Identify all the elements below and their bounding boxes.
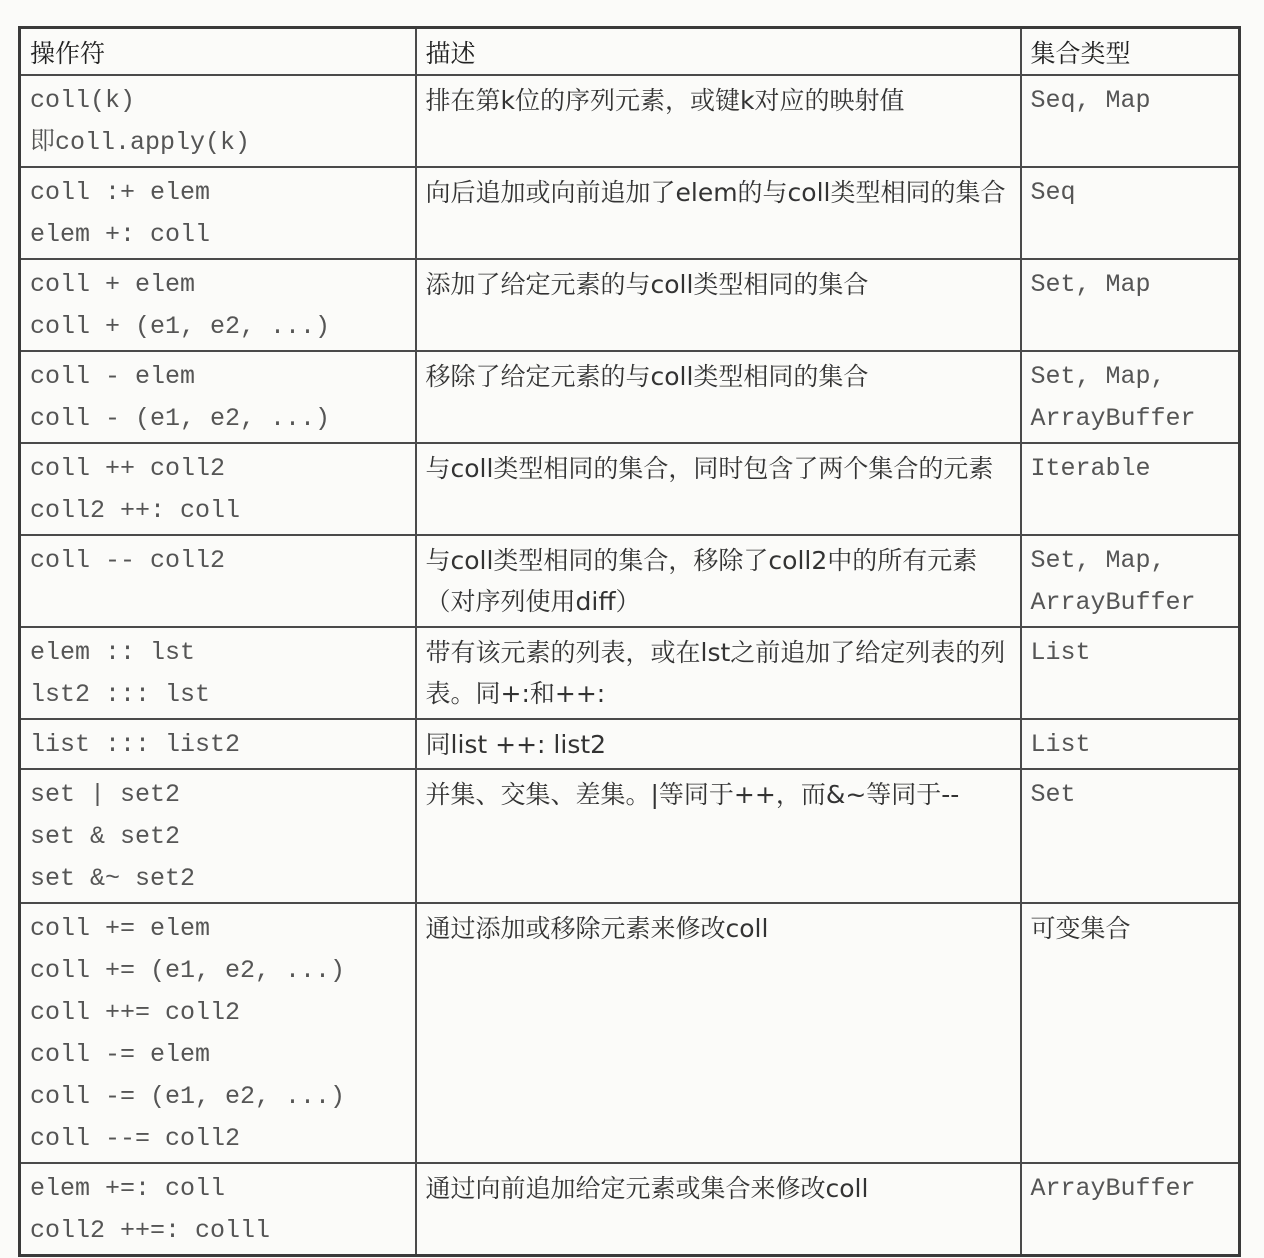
collection-type-text: Iterable bbox=[1030, 454, 1151, 483]
operator-cell bbox=[20, 167, 416, 259]
collection-type-text: Seq, Map bbox=[1030, 86, 1151, 115]
operator-cell bbox=[20, 351, 416, 443]
description-text: 同list ++: list2 bbox=[425, 730, 607, 759]
collection-type-text: 可变集合 bbox=[1030, 914, 1131, 943]
operator-text: elem +=: coll bbox=[30, 1174, 226, 1203]
description-cell bbox=[416, 719, 1021, 769]
description-cell bbox=[416, 75, 1021, 167]
collection-type-cell bbox=[1021, 719, 1240, 769]
operator-text: coll -= (e1, e2, ...) bbox=[30, 1082, 346, 1111]
operator-text: elem :: lst bbox=[30, 638, 196, 667]
operator-text: coll ++ coll2 bbox=[30, 454, 226, 483]
operator-text: coll --= coll2 bbox=[30, 1124, 241, 1153]
table-row bbox=[20, 75, 1240, 167]
description-cell bbox=[416, 903, 1021, 1163]
table-row bbox=[20, 903, 1240, 1163]
operator-text: coll -= elem bbox=[30, 1040, 211, 1069]
operator-text: set | set2 bbox=[30, 780, 181, 809]
operator-cell bbox=[20, 75, 416, 167]
description-text: 向后追加或向前追加了elem的与coll类型相同的集合 bbox=[425, 178, 1006, 207]
collection-type-cell bbox=[1021, 769, 1240, 903]
collection-type-cell bbox=[1021, 535, 1240, 627]
collection-type-cell bbox=[1021, 75, 1240, 167]
header-collection-type: 集合类型 bbox=[1021, 28, 1240, 76]
operator-cell bbox=[20, 627, 416, 719]
operator-text: coll -- coll2 bbox=[30, 546, 226, 575]
table-row bbox=[20, 167, 1240, 259]
collection-type-cell bbox=[1021, 903, 1240, 1163]
description-cell bbox=[416, 627, 1021, 719]
operator-cell bbox=[20, 903, 416, 1163]
description-text: 并集、交集、差集。|等同于++，而&~等同于-- bbox=[425, 780, 960, 809]
operator-text: 即coll.apply(k) bbox=[30, 128, 251, 157]
header-row bbox=[20, 28, 1240, 76]
operator-cell bbox=[20, 719, 416, 769]
operator-cell bbox=[20, 443, 416, 535]
operator-text: coll + elem bbox=[30, 270, 196, 299]
operator-text: set & set2 bbox=[30, 822, 181, 851]
description-cell bbox=[416, 351, 1021, 443]
description-text: 添加了给定元素的与coll类型相同的集合 bbox=[425, 270, 869, 299]
operator-text: lst2 ::: lst bbox=[30, 680, 211, 709]
description-text: 带有该元素的列表，或在lst之前追加了给定列表的列表。同+:和++: bbox=[425, 638, 1006, 708]
collection-type-text: ArrayBuffer bbox=[1030, 588, 1196, 617]
operator-cell bbox=[20, 259, 416, 351]
header-operator: 操作符 bbox=[20, 28, 416, 76]
collection-type-text: List bbox=[1030, 730, 1091, 759]
collection-type-text: ArrayBuffer bbox=[1030, 1174, 1196, 1203]
collection-type-cell bbox=[1021, 627, 1240, 719]
collection-type-text: List bbox=[1030, 638, 1091, 667]
description-text: 通过添加或移除元素来修改coll bbox=[425, 914, 769, 943]
table-row bbox=[20, 351, 1240, 443]
description-cell bbox=[416, 443, 1021, 535]
operator-text: coll2 ++: coll bbox=[30, 496, 241, 525]
collection-type-text: Set, Map, bbox=[1030, 546, 1166, 575]
table-row bbox=[20, 769, 1240, 903]
collection-type-cell bbox=[1021, 167, 1240, 259]
operator-cell bbox=[20, 769, 416, 903]
operator-cell bbox=[20, 1163, 416, 1256]
table-row bbox=[20, 259, 1240, 351]
description-cell bbox=[416, 769, 1021, 903]
operator-text: coll + (e1, e2, ...) bbox=[30, 312, 331, 341]
table-row bbox=[20, 443, 1240, 535]
collection-type-cell bbox=[1021, 443, 1240, 535]
collection-type-cell bbox=[1021, 1163, 1240, 1256]
description-cell bbox=[416, 535, 1021, 627]
table-row bbox=[20, 627, 1240, 719]
operator-text: coll2 ++=: colll bbox=[30, 1216, 271, 1245]
description-cell bbox=[416, 167, 1021, 259]
table-row bbox=[20, 719, 1240, 769]
table-row bbox=[20, 1163, 1240, 1256]
collection-type-cell bbox=[1021, 351, 1240, 443]
collection-type-text: ArrayBuffer bbox=[1030, 404, 1196, 433]
operator-text: list ::: list2 bbox=[30, 730, 241, 759]
operator-text: coll - elem bbox=[30, 362, 196, 391]
operators-table bbox=[18, 26, 1241, 1257]
collection-type-text: Set, Map, bbox=[1030, 362, 1166, 391]
description-text: 通过向前追加给定元素或集合来修改coll bbox=[425, 1174, 869, 1203]
collection-type-text: Seq bbox=[1030, 178, 1076, 207]
operator-text: coll ++= coll2 bbox=[30, 998, 241, 1027]
operator-text: coll += elem bbox=[30, 914, 211, 943]
collection-type-text: Set, Map bbox=[1030, 270, 1151, 299]
table-row bbox=[20, 535, 1240, 627]
collection-type-cell bbox=[1021, 259, 1240, 351]
operator-text: coll :+ elem bbox=[30, 178, 211, 207]
description-cell bbox=[416, 259, 1021, 351]
description-text: 排在第k位的序列元素，或键k对应的映射值 bbox=[425, 86, 905, 115]
operator-text: coll(k) bbox=[30, 86, 136, 115]
operator-text: elem +: coll bbox=[30, 220, 211, 249]
description-cell bbox=[416, 1163, 1021, 1256]
description-text: 移除了给定元素的与coll类型相同的集合 bbox=[425, 362, 869, 391]
collection-type-text: Set bbox=[1030, 780, 1076, 809]
operator-text: coll += (e1, e2, ...) bbox=[30, 956, 346, 985]
description-text: 与coll类型相同的集合，同时包含了两个集合的元素 bbox=[425, 454, 994, 483]
operator-cell bbox=[20, 535, 416, 627]
operator-text: coll - (e1, e2, ...) bbox=[30, 404, 331, 433]
header-description: 描述 bbox=[416, 28, 1021, 76]
operator-text: set &~ set2 bbox=[30, 864, 196, 893]
description-text: 与coll类型相同的集合，移除了coll2中的所有元素（对序列使用diff） bbox=[425, 546, 978, 616]
